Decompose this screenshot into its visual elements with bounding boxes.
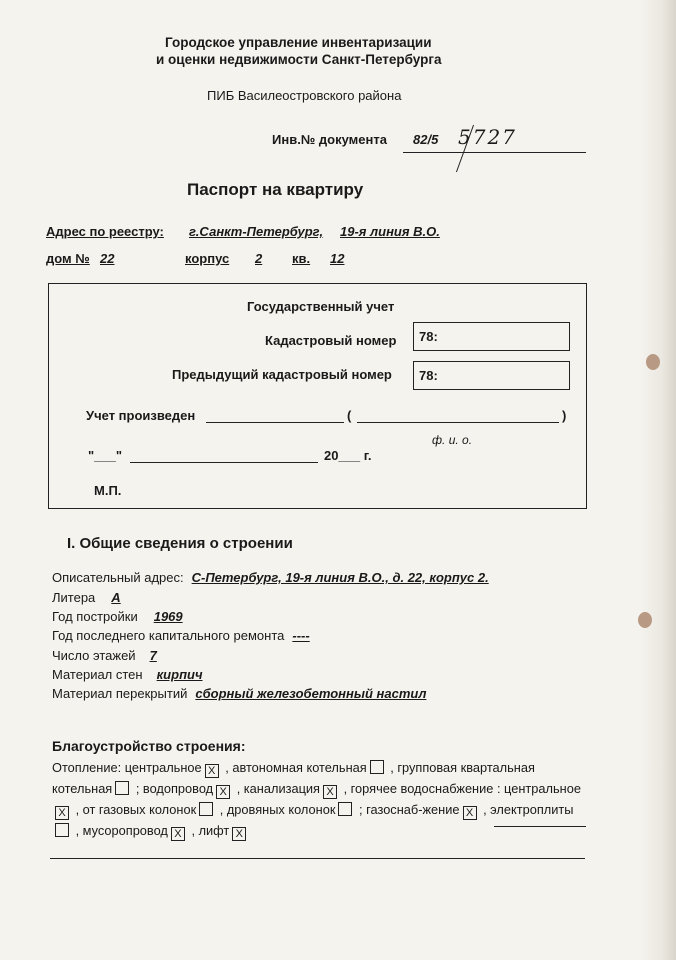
- inventory-underline: [403, 152, 586, 153]
- cadastral-label: Кадастровый номер: [265, 333, 397, 348]
- building-value: 2: [255, 251, 263, 266]
- page-title: Паспорт на квартиру: [187, 180, 364, 199]
- bureau-name: ПИБ Василеостровского района: [207, 88, 402, 103]
- amenity-label: , групповая квартальная котельная: [52, 760, 535, 796]
- row-label: Описательный адрес:: [52, 570, 184, 585]
- amenity-label: , электроплиты: [483, 802, 574, 817]
- amenity-label: ; газоснаб-жение: [359, 802, 460, 817]
- row-label: Материал стен: [52, 667, 143, 682]
- address-street: 19-я линия В.О.: [340, 224, 440, 239]
- amenity-checkbox[interactable]: X: [171, 827, 185, 841]
- page-edge: [640, 0, 676, 960]
- open-paren: (: [347, 408, 352, 423]
- house-label: дом №: [46, 251, 90, 266]
- apt-label: кв.: [292, 251, 311, 266]
- amenity-label: , автономная котельная: [225, 760, 367, 775]
- info-row: [52, 667, 203, 682]
- amenity-checkbox[interactable]: X: [463, 806, 477, 820]
- amenity-label: , мусоропровод: [75, 823, 168, 838]
- registration-heading: Государственный учет: [247, 299, 395, 314]
- address-label: Адрес по реестру:: [46, 224, 164, 239]
- amenities-list: [52, 757, 587, 841]
- row-value: С-Петербург, 19-я линия В.О., д. 22, корпус 2.: [191, 570, 489, 585]
- row-label: Литера: [52, 590, 96, 605]
- performed-line: [206, 422, 344, 423]
- inventory-label: Инв.№ документа: [272, 132, 387, 147]
- info-row: [52, 590, 121, 605]
- apt-value: 12: [330, 251, 345, 266]
- info-row: [52, 570, 489, 585]
- section-1-heading: I. Общие сведения о строении: [67, 535, 293, 552]
- bottom-divider: [50, 858, 585, 859]
- info-row: [52, 628, 310, 643]
- org-line-2: и оценки недвижимости Санкт-Петербурга: [156, 52, 442, 67]
- amenity-label: , дровяных колонок: [219, 802, 336, 817]
- amenity-checkbox[interactable]: X: [216, 785, 230, 799]
- amenity-checkbox[interactable]: X: [232, 827, 246, 841]
- house-value: 22: [100, 251, 115, 266]
- date-line: [130, 462, 318, 463]
- row-value: кирпич: [156, 667, 203, 682]
- amenity-label: Отопление: центральное: [52, 760, 202, 775]
- inventory-handwritten: 5727: [458, 125, 517, 149]
- building-label: корпус: [185, 251, 230, 266]
- date-day: "___": [88, 448, 123, 463]
- amenity-checkbox[interactable]: [338, 802, 352, 816]
- row-label: Год последнего капитального ремонта: [52, 628, 285, 643]
- performed-label: Учет произведен: [86, 408, 196, 423]
- punch-hole: [646, 354, 660, 370]
- amenity-checkbox[interactable]: [199, 802, 213, 816]
- row-value: 7: [149, 648, 157, 663]
- close-paren: ): [562, 408, 567, 423]
- amenity-checkbox[interactable]: [370, 760, 384, 774]
- punch-hole: [638, 612, 652, 628]
- prev-cadastral-field[interactable]: 78:: [413, 361, 570, 390]
- amenity-label: ; водопровод: [135, 781, 214, 796]
- fio-line: [357, 422, 559, 423]
- inventory-number: 82/5: [413, 132, 439, 147]
- row-label: Число этажей: [52, 648, 136, 663]
- amenity-checkbox[interactable]: X: [323, 785, 337, 799]
- row-label: Материал перекрытий: [52, 686, 188, 701]
- row-label: Год постройки: [52, 609, 138, 624]
- amenity-checkbox[interactable]: X: [205, 764, 219, 778]
- registration-box: [48, 283, 587, 509]
- amenity-checkbox[interactable]: [55, 823, 69, 837]
- amenity-label: , лифт: [191, 823, 230, 838]
- info-row: [52, 609, 183, 624]
- info-row: [52, 686, 426, 701]
- info-row: [52, 648, 157, 663]
- row-value: ----: [292, 628, 310, 643]
- prev-cadastral-label: Предыдущий кадастровый номер: [172, 367, 392, 382]
- fio-caption: ф. и. о.: [432, 433, 473, 447]
- row-value: А: [111, 590, 121, 605]
- amenity-label: , горячее водоснабжение : центральное: [343, 781, 581, 796]
- row-value: 1969: [153, 609, 183, 624]
- cadastral-field[interactable]: 78:: [413, 322, 570, 351]
- date-year: 20___ г.: [324, 448, 372, 463]
- address-city: г.Санкт-Петербург,: [189, 224, 324, 239]
- amenities-heading: Благоустройство строения:: [52, 738, 246, 754]
- org-line-1: Городское управление инвентаризации: [165, 35, 432, 50]
- row-value: сборный железобетонный настил: [195, 686, 427, 701]
- seal-label: М.П.: [94, 483, 122, 498]
- amenities-blank-line: [494, 826, 586, 827]
- amenity-checkbox[interactable]: X: [55, 806, 69, 820]
- amenity-label: , от газовых колонок: [75, 802, 197, 817]
- amenity-checkbox[interactable]: [115, 781, 129, 795]
- amenity-label: , канализация: [236, 781, 320, 796]
